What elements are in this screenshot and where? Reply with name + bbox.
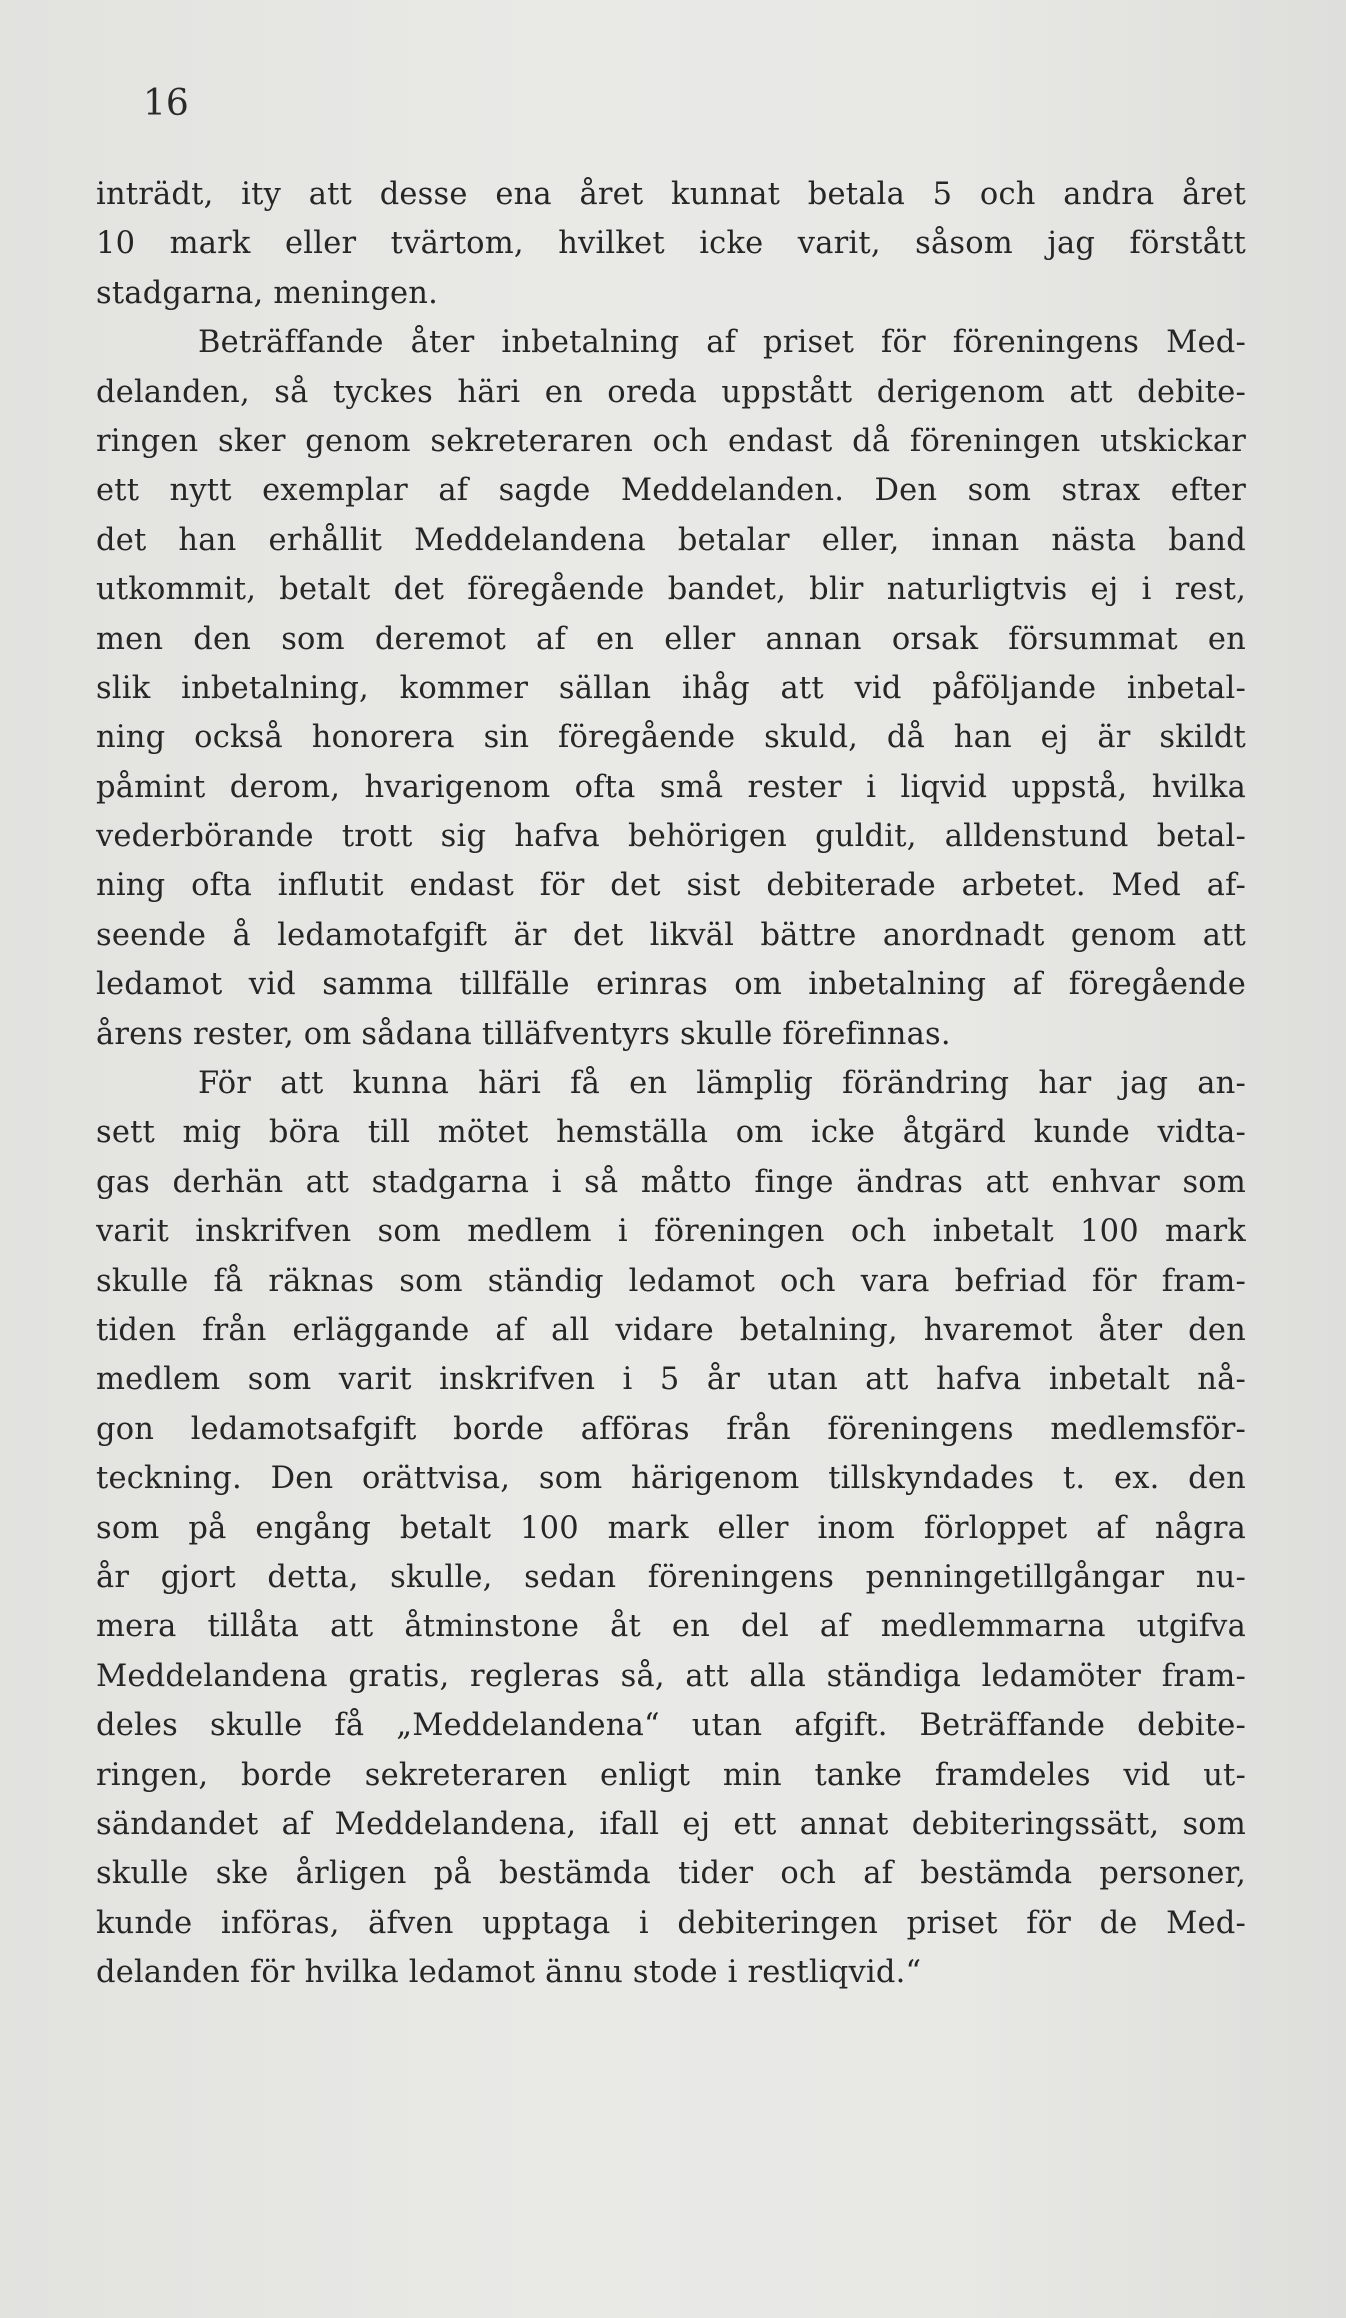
- text-line: delanden för hvilka ledamot ännu stode i restliqvid.“: [96, 1955, 922, 1991]
- text-line: år gjort detta, skulle, sedan föreningens penningetillgångar nu-: [96, 1559, 1246, 1595]
- body-text: [96, 170, 1246, 1997]
- text-line: som på engång betalt 100 mark eller inom förloppet af några: [96, 1510, 1246, 1546]
- text-line: sändandet af Meddelandena, ifall ej ett annat debiteringssätt, som: [96, 1806, 1246, 1842]
- text-line: inträdt, ity att desse ena året kunnat betala 5 och andra året: [96, 177, 1246, 212]
- text-line: ning ofta influtit endast för det sist debiterade arbetet. Med af-: [96, 868, 1246, 904]
- text-line: deles skulle få „Meddelandena“ utan afgift. Beträffande debite-: [96, 1708, 1246, 1744]
- text-line: mera tillåta att åtminstone åt en del af medlemmarna utgifva: [96, 1609, 1246, 1645]
- text-line: ett nytt exemplar af sagde Meddelanden. Den som strax efter: [96, 473, 1246, 509]
- text-line: 10 mark eller tvärtom, hvilket icke varit, såsom jag förstått: [96, 226, 1246, 262]
- text-line: årens rester, om sådana tilläfventyrs skulle förefinnas.: [96, 1016, 951, 1052]
- text-line: tiden från erläggande af all vidare betalning, hvaremot åter den: [96, 1312, 1246, 1348]
- text-line: gas derhän att stadgarna i så måtto finge ändras att enhvar som: [96, 1164, 1246, 1200]
- text-line: Meddelandena gratis, regleras så, att alla ständiga ledamöter fram-: [96, 1658, 1246, 1694]
- text-line: Beträffande åter inbetalning af priset för föreningens Med-: [198, 325, 1246, 361]
- text-line: vederbörande trott sig hafva behörigen guldit, alldenstund betal-: [96, 819, 1246, 855]
- text-line: kunde införas, äfven upptaga i debiteringen priset för de Med-: [96, 1905, 1246, 1941]
- text-line: delanden, så tyckes häri en oreda uppstått derigenom att debite-: [96, 374, 1246, 410]
- text-line: varit inskrifven som medlem i föreningen och inbetalt 100 mark: [96, 1214, 1246, 1250]
- text-line: utkommit, betalt det föregående bandet, blir naturligtvis ej i rest,: [96, 572, 1246, 608]
- text-line: seende å ledamotafgift är det likväl bättre anordnadt genom att: [96, 917, 1246, 953]
- text-line: stadgarna, meningen.: [96, 275, 439, 311]
- text-line: skulle ske årligen på bestämda tider och af bestämda personer,: [96, 1856, 1246, 1892]
- text-line: gon ledamotsafgift borde afföras från föreningens medlemsför-: [96, 1411, 1246, 1447]
- text-line: sett mig böra till mötet hemställa om icke åtgärd kunde vidta-: [96, 1115, 1246, 1151]
- page-number: 16: [143, 83, 189, 124]
- text-line: men den som deremot af en eller annan orsak försummat en: [96, 621, 1246, 657]
- text-line: ringen sker genom sekreteraren och endast då föreningen utskickar: [96, 423, 1246, 459]
- text-line: ringen, borde sekreteraren enligt min tanke framdeles vid ut-: [96, 1757, 1246, 1793]
- text-line: ledamot vid samma tillfälle erinras om inbetalning af föregående: [96, 967, 1246, 1003]
- text-line: medlem som varit inskrifven i 5 år utan att hafva inbetalt nå-: [96, 1362, 1246, 1398]
- text-line: teckning. Den orättvisa, som härigenom tillskyndades t. ex. den: [96, 1461, 1246, 1497]
- text-line: ning också honorera sin föregående skuld, då han ej är skildt: [96, 720, 1246, 756]
- text-line: slik inbetalning, kommer sällan ihåg att vid påföljande inbetal-: [96, 670, 1246, 706]
- text-line: det han erhållit Meddelandena betalar eller, innan nästa band: [96, 522, 1246, 558]
- text-line: För att kunna häri få en lämplig förändring har jag an-: [198, 1066, 1246, 1102]
- text-line: skulle få räknas som ständig ledamot och vara befriad för fram-: [96, 1263, 1246, 1299]
- text-line: påmint derom, hvarigenom ofta små rester i liqvid uppstå, hvilka: [96, 769, 1246, 805]
